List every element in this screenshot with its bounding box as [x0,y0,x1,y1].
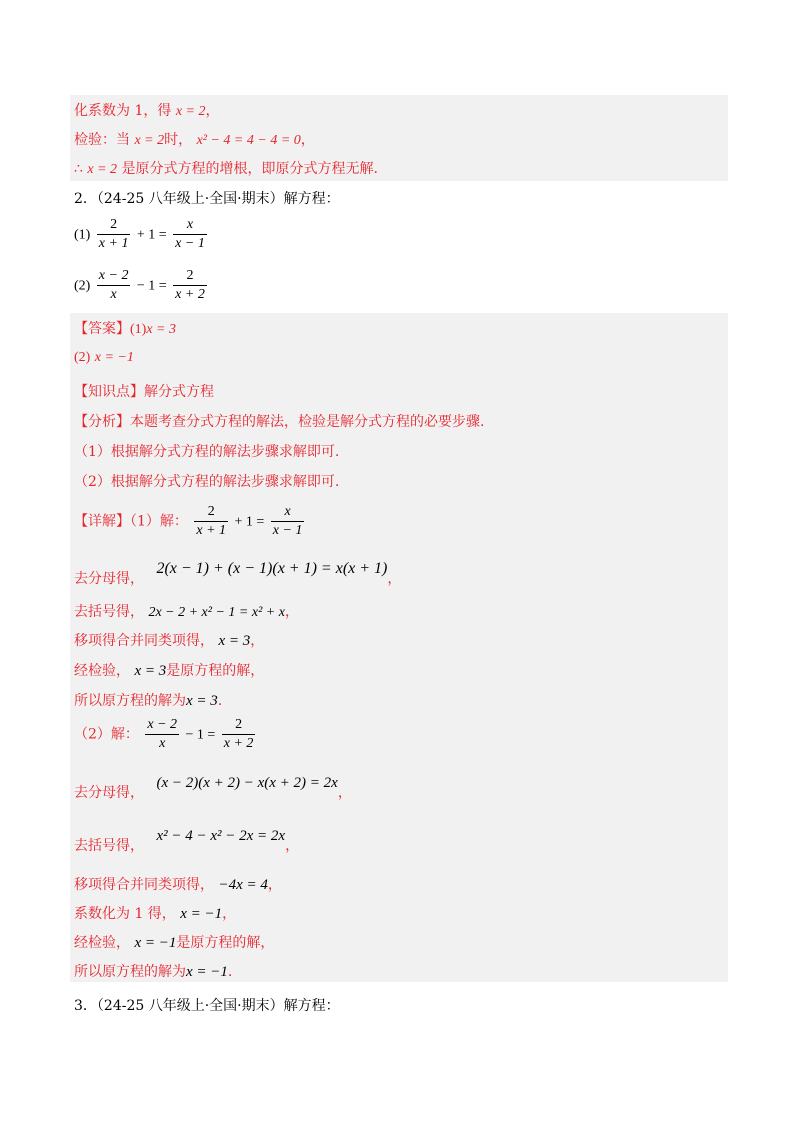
question-2-part-1: (1) $\frac{2}{x + 1}$ + 1 = $\frac{x}{x - 1}$ [74,217,205,251]
math: x = 3 [186,693,218,709]
question-2-header: 2．（24-25 八年级上·全国·期末）解方程： [74,191,340,207]
detail-2-step-1: 去分母得， (x − 2)(x + 2) − x(x + 2) = 2x， [74,775,352,801]
math: x = 2 [87,162,118,177]
math: x = −1 [180,906,223,922]
math: x = −1 [134,935,177,951]
answer-line-2: (2) x = −1 [74,350,134,365]
fraction: $\frac{x - 2}{x}$ [147,717,178,751]
analysis: 【分析】本题考查分式方程的解法，检验是解分式方程的必要步骤. [74,414,485,430]
fraction: $\frac{2}{x + 2}$ [175,268,205,302]
detail-2-step-3: 移项得合并同类项得， −4x = 4， [74,877,282,893]
fraction: $\frac{x}{x - 1}$ [272,504,303,538]
fraction: $\frac{2}{x + 1}$ [196,504,227,538]
detail-1-intro: 【详解】（1）解： $\frac{2}{x + 1}$ + 1 = $\frac{x}{x - 1}$ [74,504,303,538]
detail-1-step-4: 经检验， x = 3是原方程的解， [74,663,265,679]
detail-1-step-1: 去分母得， 2(x − 1) + (x − 1)(x + 1) = x(x + 1)， [74,560,402,587]
detail-2-intro: （2）解： $\frac{x - 2}{x}$ − 1 = $\frac{2}{x + 2}$ [74,717,254,751]
math: −4x = 4 [218,877,268,893]
math: x = 3 [134,663,167,679]
math: 2(x − 1) + (x − 1)(x + 1) = x(x + 1) [156,560,388,577]
block1-line1: 化系数为 1，得 x = 2， [74,103,220,119]
detail-1-step-2: 去括号得， 2x − 2 + x² − 1 = x² + x， [74,604,299,620]
question-2-part-2: (2) $\frac{x - 2}{x}$ − 1 = $\frac{2}{x + 2}$ [74,268,205,302]
question-3-header: 3．（24-25 八年级上·全国·期末）解方程： [74,998,340,1014]
math: x = −1 [186,964,228,980]
math: x = 3 [218,633,251,649]
math: x = 3 [146,322,176,337]
block1-line2: 检验：当 x = 2时， x² − 4 = 4 − 4 = 0， [74,132,315,148]
block1-line3: ∴ x = 2 是原分式方程的增根，即原分式方程无解. [74,161,378,177]
analysis-2: （2）根据解分式方程的解法步骤求解即可. [74,474,340,490]
math: 2x − 2 + x² − 1 = x² + x [148,605,285,620]
math: x = 2 [134,133,165,148]
fraction: $\frac{x}{x - 1}$ [175,217,205,251]
detail-1-step-3: 移项得合并同类项得， x = 3， [74,633,265,649]
knowledge-point: 【知识点】解分式方程 [74,384,214,400]
math: x = 2 [175,104,206,119]
fraction: $\frac{2}{x + 1}$ [98,217,129,251]
math: (x − 2)(x + 2) − x(x + 2) = 2x [156,775,338,791]
detail-2-step-6: 所以原方程的解为x = −1. [74,964,233,980]
fraction: $\frac{2}{x + 2}$ [223,717,254,751]
answer-line: 【答案】(1)x = 3 [74,321,176,337]
detail-2-step-4: 系数化为 1 得， x = −1， [74,906,237,922]
detail-2-step-5: 经检验， x = −1是原方程的解， [74,935,275,951]
math: x = −1 [94,350,134,365]
analysis-1: （1）根据解分式方程的解法步骤求解即可. [74,444,340,460]
fraction: $\frac{x - 2}{x}$ [98,268,129,302]
math: x² − 4 − x² − 2x = 2x [156,828,286,844]
detail-1-step-5: 所以原方程的解为x = 3. [74,693,223,709]
detail-2-step-2: 去括号得， x² − 4 − x² − 2x = 2x， [74,828,300,854]
math: x² − 4 = 4 − 4 = 0 [196,133,301,148]
